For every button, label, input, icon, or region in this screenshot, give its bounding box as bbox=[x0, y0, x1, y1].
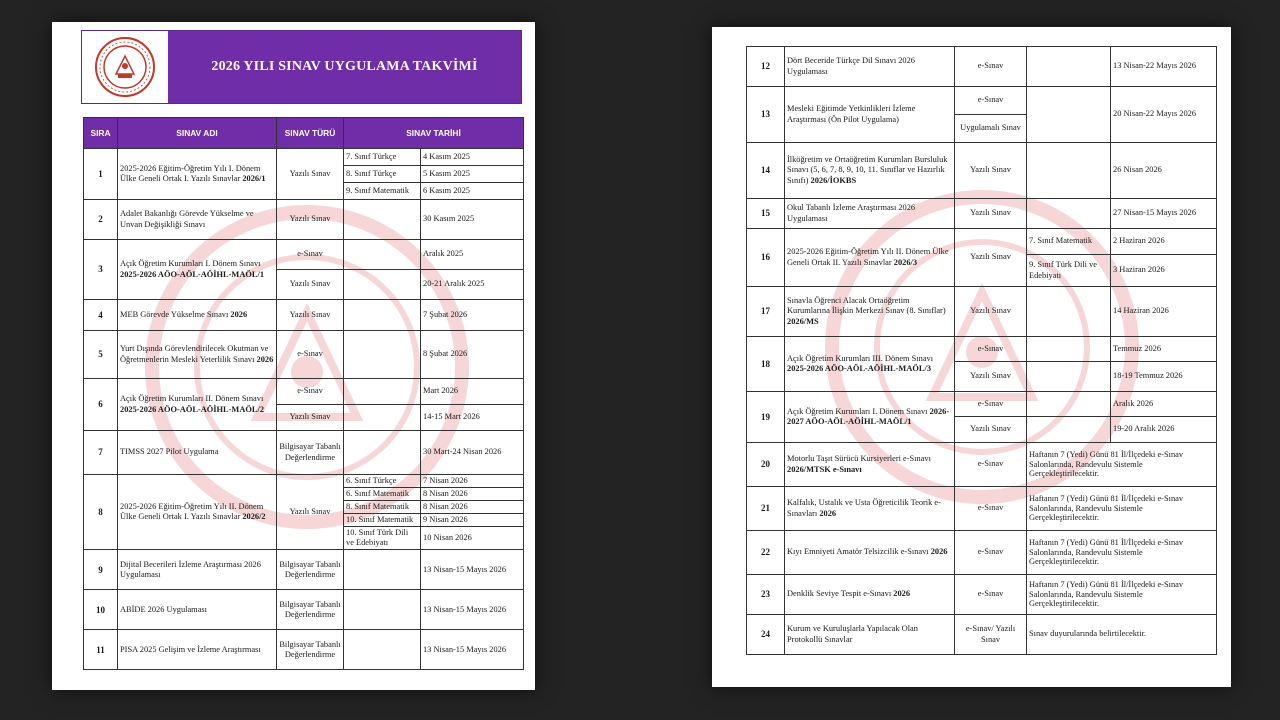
column-header-sinav-turu: SINAV TÜRÜ bbox=[277, 118, 344, 149]
empty-cell bbox=[1027, 87, 1111, 143]
exam-date: 7 Şubat 2026 bbox=[421, 300, 524, 331]
empty-cell bbox=[1027, 362, 1111, 392]
table-row bbox=[747, 87, 1217, 115]
row-number: 20 bbox=[747, 443, 785, 487]
exam-date: Mart 2026 bbox=[421, 379, 524, 405]
table-row bbox=[84, 300, 524, 331]
column-header-sira: SIRA bbox=[84, 118, 118, 149]
row-number: 3 bbox=[84, 240, 118, 300]
table-row bbox=[747, 47, 1217, 87]
exam-date: 9 Nisan 2026 bbox=[421, 514, 524, 527]
sub-exam-label: 6. Sınıf Matematik bbox=[344, 488, 421, 501]
exam-date: Aralık 2025 bbox=[421, 240, 524, 270]
table-row bbox=[747, 143, 1217, 199]
exam-type: Yazılı Sınav bbox=[277, 200, 344, 240]
exam-type: Yazılı Sınav bbox=[955, 143, 1027, 199]
exam-type: Uygulamalı Sınav bbox=[955, 115, 1027, 143]
empty-cell bbox=[1027, 287, 1111, 337]
exam-date: 30 Mart-24 Nisan 2026 bbox=[421, 431, 524, 475]
row-number: 23 bbox=[747, 575, 785, 615]
exam-type: e-Sınav bbox=[955, 47, 1027, 87]
column-header-sinav-adi: SINAV ADI bbox=[118, 118, 277, 149]
table-row bbox=[84, 431, 524, 475]
exam-date: 4 Kasım 2025 bbox=[421, 149, 524, 166]
exam-date: 14 Haziran 2026 bbox=[1111, 287, 1217, 337]
table-row bbox=[84, 149, 524, 166]
exam-name: Kurum ve Kuruluşlarla Yapılacak Olan Protokollü Sınavlar bbox=[785, 615, 955, 655]
table-row bbox=[747, 287, 1217, 337]
exam-date: 8 Nisan 2026 bbox=[421, 488, 524, 501]
table-row bbox=[84, 630, 524, 670]
row-number: 4 bbox=[84, 300, 118, 331]
table-row bbox=[747, 392, 1217, 417]
exam-name: Mesleki Eğitimde Yetkinlikleri İzleme Araştırması (Ön Pilot Uygulama) bbox=[785, 87, 955, 143]
empty-cell bbox=[344, 431, 421, 475]
meb-seal-icon bbox=[82, 31, 168, 103]
left-page bbox=[52, 22, 535, 690]
exam-name: 2025-2026 Eğitim-Öğretim Yılı II. Dönem Ülke Geneli Ortak II. Yazılı Sınavlar 2026/3 bbox=[785, 229, 955, 287]
exam-type: Yazılı Sınav bbox=[277, 300, 344, 331]
table-row bbox=[84, 379, 524, 405]
table-row bbox=[84, 475, 524, 488]
sub-exam-label: 9. Sınıf Matematik bbox=[344, 183, 421, 200]
exam-date: 3 Haziran 2026 bbox=[1111, 255, 1217, 287]
exam-type: Yazılı Sınav bbox=[277, 475, 344, 550]
exam-type: e-Sınav bbox=[955, 392, 1027, 417]
exam-date: 13 Nisan-15 Mayıs 2026 bbox=[421, 590, 524, 630]
empty-cell bbox=[1027, 417, 1111, 443]
empty-cell bbox=[344, 405, 421, 431]
exam-name: MEB Görevde Yükselme Sınavı 2026 bbox=[118, 300, 277, 331]
table-row bbox=[747, 337, 1217, 362]
exam-date: 26 Nisan 2026 bbox=[1111, 143, 1217, 199]
table-row bbox=[84, 240, 524, 270]
empty-cell bbox=[344, 630, 421, 670]
exam-type: e-Sınav bbox=[277, 379, 344, 405]
exam-name: Kıyı Emniyeti Amatör Telsizcilik e-Sınavı 2026 bbox=[785, 531, 955, 575]
table-row bbox=[747, 487, 1217, 531]
exam-date: 10 Nisan 2026 bbox=[421, 527, 524, 550]
empty-cell bbox=[1027, 199, 1111, 229]
sub-exam-label: 8. Sınıf Matematik bbox=[344, 501, 421, 514]
exam-type: e-Sınav bbox=[955, 443, 1027, 487]
exam-date: 13 Nisan-22 Mayıs 2026 bbox=[1111, 47, 1217, 87]
exam-date: 20-21 Aralık 2025 bbox=[421, 270, 524, 300]
exam-name: 2025-2026 Eğitim-Öğretim Yılı II. Dönem Ülke Geneli Ortak I. Yazılı Sınavlar 2026/2 bbox=[118, 475, 277, 550]
exam-type: e-Sınav bbox=[955, 531, 1027, 575]
row-number: 13 bbox=[747, 87, 785, 143]
table-row bbox=[747, 575, 1217, 615]
table-row bbox=[84, 331, 524, 379]
exam-date: 5 Kasım 2025 bbox=[421, 166, 524, 183]
exam-date: Haftanın 7 (Yedi) Günü 81 İl/İlçedeki e-Sınav Salonlarında, Randevulu Sistemle Gerçekleştirilecektir. bbox=[1027, 487, 1217, 531]
row-number: 21 bbox=[747, 487, 785, 531]
empty-cell bbox=[1027, 392, 1111, 417]
exam-type: e-Sınav bbox=[277, 240, 344, 270]
exam-date: 13 Nisan-15 Mayıs 2026 bbox=[421, 550, 524, 590]
sub-exam-label: 9. Sınıf Türk Dili ve Edebiyatı bbox=[1027, 255, 1111, 287]
exam-date: Haftanın 7 (Yedi) Günü 81 İl/İlçedeki e-Sınav Salonlarında, Randevulu Sistemle Gerçekleştirilecektir. bbox=[1027, 443, 1217, 487]
exam-table-left bbox=[83, 117, 524, 670]
exam-date: 18-19 Temmuz 2026 bbox=[1111, 362, 1217, 392]
exam-type: Yazılı Sınav bbox=[277, 405, 344, 431]
empty-cell bbox=[344, 240, 421, 270]
exam-name: Açık Öğretim Kurumları III. Dönem Sınavı 2025-2026 AÖO-AÖL-AÖİHL-MAÖL/3 bbox=[785, 337, 955, 392]
exam-name: Yurt Dışında Görevlendirilecek Okutman ve Öğretmenlerin Mesleki Yeterlilik Sınavı 2026 bbox=[118, 331, 277, 379]
table-row bbox=[747, 615, 1217, 655]
empty-cell bbox=[344, 331, 421, 379]
exam-type: Yazılı Sınav bbox=[277, 270, 344, 300]
sub-exam-label: 8. Sınıf Türkçe bbox=[344, 166, 421, 183]
row-number: 16 bbox=[747, 229, 785, 287]
sub-exam-label: 7. Sınıf Matematik bbox=[1027, 229, 1111, 255]
row-number: 24 bbox=[747, 615, 785, 655]
exam-date: 14-15 Mart 2026 bbox=[421, 405, 524, 431]
exam-type: Bilgisayar Tabanlı Değerlendirme bbox=[277, 550, 344, 590]
exam-name: İlköğretim ve Ortaöğretim Kurumları Bursluluk Sınavı (5, 6, 7, 8, 9, 10, 11. Sınıflar ve Hazırlık Sınıfı) 2026/İOKBS bbox=[785, 143, 955, 199]
exam-type: e-Sınav bbox=[955, 87, 1027, 115]
sub-exam-label: 7. Sınıf Türkçe bbox=[344, 149, 421, 166]
row-number: 15 bbox=[747, 199, 785, 229]
exam-date: 13 Nisan-15 Mayıs 2026 bbox=[421, 630, 524, 670]
row-number: 6 bbox=[84, 379, 118, 431]
table-row bbox=[747, 443, 1217, 487]
empty-cell bbox=[1027, 47, 1111, 87]
empty-cell bbox=[344, 300, 421, 331]
exam-type: e-Sınav bbox=[955, 337, 1027, 362]
exam-name: TIMSS 2027 Pilot Uygulama bbox=[118, 431, 277, 475]
row-number: 14 bbox=[747, 143, 785, 199]
exam-date: 8 Nisan 2026 bbox=[421, 501, 524, 514]
table-row bbox=[747, 229, 1217, 255]
table-row bbox=[747, 531, 1217, 575]
row-number: 7 bbox=[84, 431, 118, 475]
exam-type: e-Sınav bbox=[955, 575, 1027, 615]
exam-type: Yazılı Sınav bbox=[955, 229, 1027, 287]
row-number: 1 bbox=[84, 149, 118, 200]
empty-cell bbox=[344, 200, 421, 240]
sub-exam-label: 6. Sınıf Türkçe bbox=[344, 475, 421, 488]
exam-date: 7 Nisan 2026 bbox=[421, 475, 524, 488]
exam-date: 8 Şubat 2026 bbox=[421, 331, 524, 379]
exam-date: Temmuz 2026 bbox=[1111, 337, 1217, 362]
exam-name: Kalfalık, Ustalık ve Usta Öğreticilik Teorik e-Sınavları 2026 bbox=[785, 487, 955, 531]
empty-cell bbox=[344, 550, 421, 590]
row-number: 18 bbox=[747, 337, 785, 392]
exam-date: 20 Nisan-22 Mayıs 2026 bbox=[1111, 87, 1217, 143]
exam-type: Yazılı Sınav bbox=[955, 417, 1027, 443]
exam-date: 6 Kasım 2025 bbox=[421, 183, 524, 200]
empty-cell bbox=[344, 379, 421, 405]
sub-exam-label: 10. Sınıf Matematik bbox=[344, 514, 421, 527]
exam-date: Aralık 2026 bbox=[1111, 392, 1217, 417]
right-page bbox=[712, 27, 1231, 687]
exam-date: 19-20 Aralık 2026 bbox=[1111, 417, 1217, 443]
table-row bbox=[84, 590, 524, 630]
exam-name: Açık Öğretim Kurumları I. Dönem Sınavı 2025-2026 AÖO-AÖL-AÖİHL-MAÖL/1 bbox=[118, 240, 277, 300]
exam-name: Dijital Becerileri İzleme Araştırması 2026 Uygulaması bbox=[118, 550, 277, 590]
exam-type: Bilgisayar Tabanlı Değerlendirme bbox=[277, 630, 344, 670]
exam-type: Yazılı Sınav bbox=[955, 287, 1027, 337]
table-header-row bbox=[84, 118, 524, 149]
exam-name: Dört Beceride Türkçe Dil Sınavı 2026 Uygulaması bbox=[785, 47, 955, 87]
exam-date: Haftanın 7 (Yedi) Günü 81 İl/İlçedeki e-Sınav Salonlarında, Randevulu Sistemle Gerçekleştirilecektir. bbox=[1027, 531, 1217, 575]
sub-exam-label: 10. Sınıf Türk Dili ve Edebiyatı bbox=[344, 527, 421, 550]
exam-date: 27 Nisan-15 Mayıs 2026 bbox=[1111, 199, 1217, 229]
exam-name: Açık Öğretim Kurumları I. Dönem Sınavı 2026-2027 AÖO-AÖL-AÖİHL-MAÖL/1 bbox=[785, 392, 955, 443]
exam-name: 2025-2026 Eğitim-Öğretim Yılı I. Dönem Ülke Geneli Ortak I. Yazılı Sınavlar 2026/1 bbox=[118, 149, 277, 200]
empty-cell bbox=[1027, 143, 1111, 199]
row-number: 12 bbox=[747, 47, 785, 87]
exam-date: Sınav duyurularında belirtilecektir. bbox=[1027, 615, 1217, 655]
table-row bbox=[84, 550, 524, 590]
exam-name: Sınavla Öğrenci Alacak Ortaöğretim Kurumlarına İlişkin Merkezi Sınav (8. Sınıflar) 2026/MS bbox=[785, 287, 955, 337]
row-number: 22 bbox=[747, 531, 785, 575]
exam-date: 2 Haziran 2026 bbox=[1111, 229, 1217, 255]
document-title: 2026 YILI SINAV UYGULAMA TAKVİMİ bbox=[168, 31, 521, 103]
exam-type: Bilgisayar Tabanlı Değerlendirme bbox=[277, 431, 344, 475]
exam-name: Adalet Bakanlığı Görevde Yükselme ve Unvan Değişikliği Sınavı bbox=[118, 200, 277, 240]
row-number: 9 bbox=[84, 550, 118, 590]
exam-type: Yazılı Sınav bbox=[277, 149, 344, 200]
exam-table-right bbox=[746, 46, 1217, 655]
exam-name: Motorlu Taşıt Sürücü Kursiyerleri e-Sınavı 2026/MTSK e-Sınavı bbox=[785, 443, 955, 487]
empty-cell bbox=[344, 590, 421, 630]
row-number: 2 bbox=[84, 200, 118, 240]
row-number: 11 bbox=[84, 630, 118, 670]
row-number: 8 bbox=[84, 475, 118, 550]
table-row bbox=[84, 200, 524, 240]
document-header bbox=[81, 30, 522, 104]
exam-type: e-Sınav bbox=[955, 487, 1027, 531]
empty-cell bbox=[344, 270, 421, 300]
exam-name: Açık Öğretim Kurumları II. Dönem Sınavı 2025-2026 AÖO-AÖL-AÖİHL-MAÖL/2 bbox=[118, 379, 277, 431]
exam-type: Yazılı Sınav bbox=[955, 199, 1027, 229]
exam-type: e-Sınav/ Yazılı Sınav bbox=[955, 615, 1027, 655]
empty-cell bbox=[1027, 337, 1111, 362]
row-number: 19 bbox=[747, 392, 785, 443]
exam-name: PISA 2025 Gelişim ve İzleme Araştırması bbox=[118, 630, 277, 670]
exam-name: Denklik Seviye Tespit e-Sınavı 2026 bbox=[785, 575, 955, 615]
column-header-sinav-tarihi: SINAV TARİHİ bbox=[344, 118, 524, 149]
row-number: 5 bbox=[84, 331, 118, 379]
row-number: 17 bbox=[747, 287, 785, 337]
exam-name: ABİDE 2026 Uygulaması bbox=[118, 590, 277, 630]
table-row bbox=[747, 199, 1217, 229]
row-number: 10 bbox=[84, 590, 118, 630]
exam-name: Okul Tabanlı İzleme Araştırması 2026 Uygulaması bbox=[785, 199, 955, 229]
exam-date: Haftanın 7 (Yedi) Günü 81 İl/İlçedeki e-Sınav Salonlarında, Randevulu Sistemle Gerçekleştirilecektir. bbox=[1027, 575, 1217, 615]
exam-type: Bilgisayar Tabanlı Değerlendirme bbox=[277, 590, 344, 630]
exam-type: Yazılı Sınav bbox=[955, 362, 1027, 392]
exam-date: 30 Kasım 2025 bbox=[421, 200, 524, 240]
exam-type: e-Sınav bbox=[277, 331, 344, 379]
